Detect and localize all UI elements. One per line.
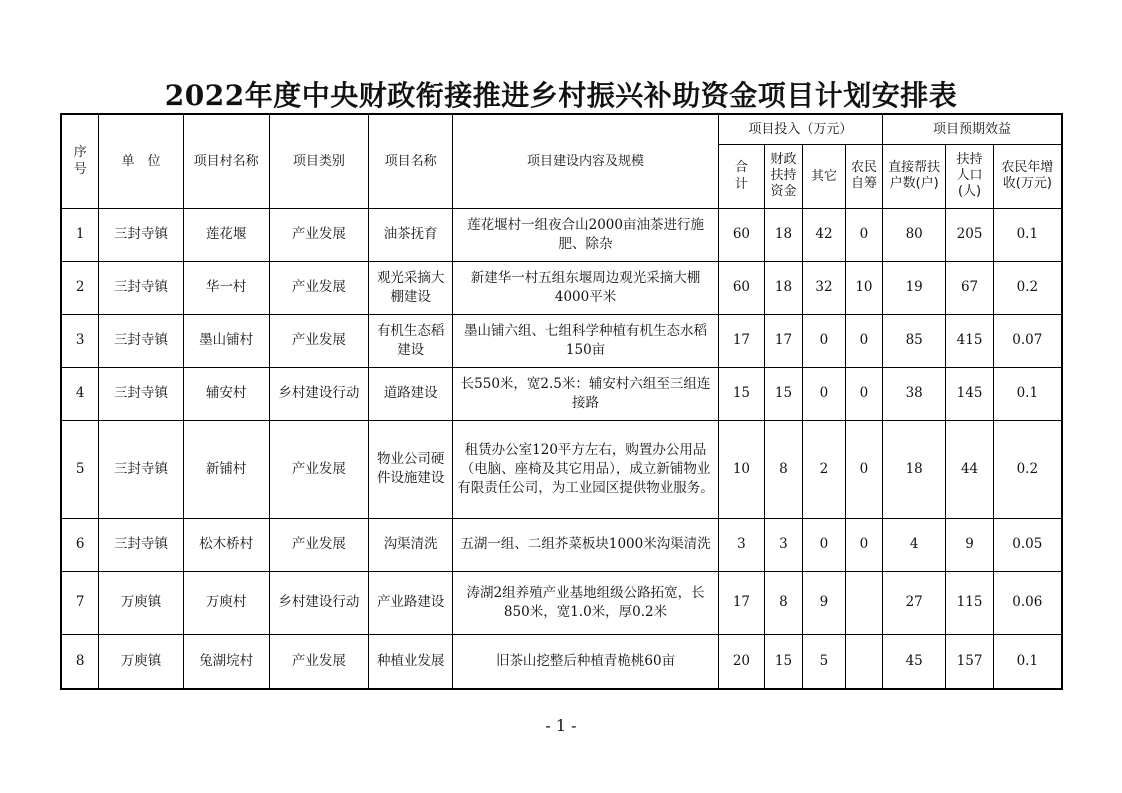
cell-seq: 5 <box>61 420 99 518</box>
cell-seq: 7 <box>61 571 99 634</box>
cell-category: 产业发展 <box>269 420 368 518</box>
cell-unit: 三封寺镇 <box>99 367 183 420</box>
cell-income: 0.05 <box>993 518 1062 571</box>
cell-households: 85 <box>882 314 946 367</box>
cell-self: 0 <box>845 314 882 367</box>
cell-seq: 6 <box>61 518 99 571</box>
table-row <box>61 314 1062 367</box>
cell-fiscal: 15 <box>764 634 802 689</box>
cell-unit: 万庾镇 <box>99 571 183 634</box>
cell-other: 0 <box>802 367 845 420</box>
cell-households: 19 <box>882 261 946 314</box>
header-total: 合计 <box>718 144 764 208</box>
cell-self: 0 <box>845 367 882 420</box>
cell-village: 万庾村 <box>183 571 269 634</box>
cell-seq: 4 <box>61 367 99 420</box>
cell-unit: 万庾镇 <box>99 634 183 689</box>
cell-income: 0.1 <box>993 634 1062 689</box>
cell-village: 松木桥村 <box>183 518 269 571</box>
cell-self <box>845 634 882 689</box>
cell-other: 5 <box>802 634 845 689</box>
cell-households: 27 <box>882 571 946 634</box>
cell-fiscal: 18 <box>764 261 802 314</box>
cell-income: 0.07 <box>993 314 1062 367</box>
header-content: 项目建设内容及规模 <box>453 114 719 208</box>
cell-other: 32 <box>802 261 845 314</box>
table-row <box>61 420 1062 518</box>
cell-seq: 2 <box>61 261 99 314</box>
cell-seq: 3 <box>61 314 99 367</box>
cell-households: 80 <box>882 208 946 261</box>
cell-project-name: 产业路建设 <box>369 571 453 634</box>
cell-people: 205 <box>946 208 993 261</box>
cell-total: 20 <box>718 634 764 689</box>
header-unit: 单 位 <box>99 114 183 208</box>
table-row <box>61 571 1062 634</box>
cell-seq: 8 <box>61 634 99 689</box>
cell-people: 9 <box>946 518 993 571</box>
cell-people: 115 <box>946 571 993 634</box>
cell-households: 18 <box>882 420 946 518</box>
cell-category: 乡村建设行动 <box>269 571 368 634</box>
header-other: 其它 <box>802 144 845 208</box>
cell-people: 157 <box>946 634 993 689</box>
cell-other: 0 <box>802 314 845 367</box>
document-title: 2022年度中央财政衔接推进乡村振兴补助资金项目计划安排表 <box>164 79 958 112</box>
cell-category: 乡村建设行动 <box>269 367 368 420</box>
cell-other: 42 <box>802 208 845 261</box>
header-households: 直接帮扶户数(户) <box>882 144 946 208</box>
cell-fiscal: 15 <box>764 367 802 420</box>
cell-content: 租赁办公室120平方左右，购置办公用品（电脑、座椅及其它用品），成立新铺物业有限责任公司，为工业园区提供物业服务。 <box>453 420 719 518</box>
cell-other: 0 <box>802 518 845 571</box>
cell-content: 新建华一村五组东堰周边观光采摘大棚4000平米 <box>453 261 719 314</box>
cell-village: 华一村 <box>183 261 269 314</box>
cell-other: 9 <box>802 571 845 634</box>
cell-total: 10 <box>718 420 764 518</box>
cell-total: 15 <box>718 367 764 420</box>
cell-income: 0.1 <box>993 367 1062 420</box>
header-project-name: 项目名称 <box>369 114 453 208</box>
cell-content: 涛湖2组养殖产业基地组级公路拓宽，长850米，宽1.0米，厚0.2米 <box>453 571 719 634</box>
cell-project-name: 沟渠清洗 <box>369 518 453 571</box>
cell-total: 17 <box>718 314 764 367</box>
cell-self: 0 <box>845 420 882 518</box>
cell-project-name: 有机生态稻建设 <box>369 314 453 367</box>
cell-self: 10 <box>845 261 882 314</box>
table-row <box>61 518 1062 571</box>
cell-category: 产业发展 <box>269 518 368 571</box>
cell-income: 0.2 <box>993 261 1062 314</box>
cell-people: 145 <box>946 367 993 420</box>
header-self: 农民自筹 <box>845 144 882 208</box>
cell-project-name: 物业公司硬件设施建设 <box>369 420 453 518</box>
cell-unit: 三封寺镇 <box>99 208 183 261</box>
header-seq: 序号 <box>61 114 99 208</box>
cell-content: 长550米，宽2.5米：辅安村六组至三组连接路 <box>453 367 719 420</box>
page-number: - 1 - <box>545 716 577 735</box>
cell-fiscal: 8 <box>764 420 802 518</box>
cell-total: 60 <box>718 208 764 261</box>
cell-seq: 1 <box>61 208 99 261</box>
cell-households: 38 <box>882 367 946 420</box>
cell-other: 2 <box>802 420 845 518</box>
cell-category: 产业发展 <box>269 634 368 689</box>
cell-people: 44 <box>946 420 993 518</box>
cell-project-name: 道路建设 <box>369 367 453 420</box>
cell-category: 产业发展 <box>269 314 368 367</box>
cell-income: 0.1 <box>993 208 1062 261</box>
cell-content: 五湖一组、二组芥菜板块1000米沟渠清洗 <box>453 518 719 571</box>
header-benefit-group: 项目预期效益 <box>882 114 1062 144</box>
header-investment-group: 项目投入（万元） <box>718 114 882 144</box>
cell-total: 17 <box>718 571 764 634</box>
header-people: 扶持人口(人) <box>946 144 993 208</box>
cell-fiscal: 18 <box>764 208 802 261</box>
cell-total: 60 <box>718 261 764 314</box>
cell-project-name: 种植业发展 <box>369 634 453 689</box>
cell-village: 新铺村 <box>183 420 269 518</box>
cell-content: 墨山铺六组、七组科学种植有机生态水稻150亩 <box>453 314 719 367</box>
cell-total: 3 <box>718 518 764 571</box>
cell-self: 0 <box>845 518 882 571</box>
header-village: 项目村名称 <box>183 114 269 208</box>
cell-content: 旧茶山挖整后种植青桅桃60亩 <box>453 634 719 689</box>
cell-village: 辅安村 <box>183 367 269 420</box>
cell-category: 产业发展 <box>269 208 368 261</box>
cell-category: 产业发展 <box>269 261 368 314</box>
cell-village: 兔湖垸村 <box>183 634 269 689</box>
table-row <box>61 261 1062 314</box>
cell-fiscal: 17 <box>764 314 802 367</box>
table-row <box>61 367 1062 420</box>
cell-self <box>845 571 882 634</box>
cell-unit: 三封寺镇 <box>99 420 183 518</box>
cell-households: 45 <box>882 634 946 689</box>
cell-self: 0 <box>845 208 882 261</box>
table-row <box>61 634 1062 689</box>
cell-fiscal: 3 <box>764 518 802 571</box>
cell-village: 墨山铺村 <box>183 314 269 367</box>
header-category: 项目类别 <box>269 114 368 208</box>
cell-unit: 三封寺镇 <box>99 261 183 314</box>
cell-fiscal: 8 <box>764 571 802 634</box>
cell-unit: 三封寺镇 <box>99 314 183 367</box>
cell-project-name: 油茶抚育 <box>369 208 453 261</box>
table-row <box>61 208 1062 261</box>
project-plan-table <box>60 113 1063 690</box>
cell-households: 4 <box>882 518 946 571</box>
cell-content: 莲花堰村一组夜合山2000亩油茶进行施肥、除杂 <box>453 208 719 261</box>
cell-unit: 三封寺镇 <box>99 518 183 571</box>
cell-people: 415 <box>946 314 993 367</box>
cell-project-name: 观光采摘大棚建设 <box>369 261 453 314</box>
cell-income: 0.06 <box>993 571 1062 634</box>
header-income: 农民年增收(万元) <box>993 144 1062 208</box>
cell-income: 0.2 <box>993 420 1062 518</box>
header-fiscal: 财政扶持资金 <box>764 144 802 208</box>
cell-village: 莲花堰 <box>183 208 269 261</box>
cell-people: 67 <box>946 261 993 314</box>
